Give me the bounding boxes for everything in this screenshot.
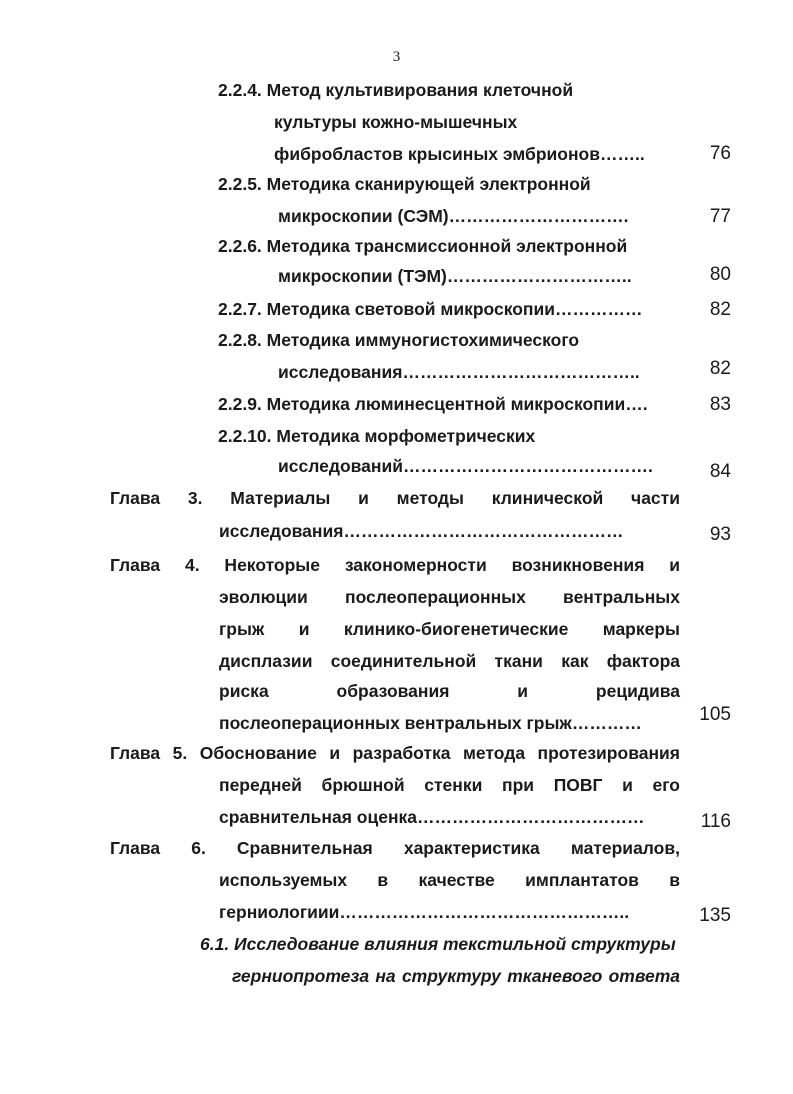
toc-entry-line: 2.2.10. Методика морфометрических [218,426,536,446]
toc-entry-line: микроскопии (ТЭМ)………………………….. [278,266,632,286]
toc-page-number: 93 [709,524,731,545]
toc-entry-line: микроскопии (СЭМ)…………………………. [278,206,629,226]
page-number: 3 [392,49,401,65]
toc-entry-line: 2.2.4. Метод культивирования клеточной [218,80,574,100]
toc-entry-line: используемых в качестве имплантатов в [219,870,680,890]
toc-entry-line: грыж и клинико-биогенетические маркеры [219,619,680,639]
toc-entry-line: фибробластов крысиных эмбрионов…….. [274,144,645,164]
toc-entry-line: передней брюшной стенки при ПОВГ и его [219,775,680,795]
toc-entry-line: 2.2.5. Методика сканирующей электронной [218,174,591,194]
toc-chapter-heading: Глава 3. Материалы и методы клинической части [110,488,680,508]
toc-chapter-heading: Глава 6. Сравнительная характеристика материалов, [110,838,680,858]
toc-entry-line: исследования………………………………….. [278,362,640,382]
toc-page-number: 83 [709,394,731,415]
toc-page-number: 80 [709,264,731,285]
toc-entry-line: сравнительная оценка………………………………… [219,807,645,827]
toc-entry-line: 2.2.8. Методика иммуногистохимического [218,330,580,350]
toc-entry-line: 2.2.7. Методика световой микроскопии…………… [218,299,643,319]
toc-page-number: 84 [709,461,731,482]
toc-entry-line: герниологиии………………………………………….. [219,902,630,922]
toc-page-number: 116 [700,811,731,832]
toc-entry-line: эволюции послеоперационных вентральных [219,587,680,607]
toc-page-number: 135 [699,905,731,926]
toc-page-number: 82 [709,299,731,320]
toc-entry-line: исследований……………………………………. [278,456,653,476]
toc-entry-line: культуры кожно-мышечных [274,112,518,132]
toc-entry-line: исследования………………………………………… [219,521,624,541]
toc-page-number: 105 [699,704,731,725]
toc-page-number: 82 [709,358,731,379]
toc-page-number: 76 [709,143,731,164]
toc-entry-line: риска образования и рецидива [219,681,680,701]
toc-page-number: 77 [709,206,731,227]
toc-entry-line: послеоперационных вентральных грыж………… [219,713,642,733]
toc-chapter-heading: Глава 5. Обоснование и разработка метода протезирования [110,743,680,763]
toc-entry-line: дисплазии соединительной ткани как фактора [219,651,680,671]
toc-entry-line: 2.2.9. Методика люминесцентной микроскопии…. [218,394,648,414]
toc-entry-line: 2.2.6. Методика трансмиссионной электронной [218,236,628,256]
toc-subsection-line: герниопротеза на структуру тканевого ответа [232,966,680,986]
toc-subsection-line: 6.1. Исследование влияния текстильной структуры [200,934,676,954]
toc-chapter-heading: Глава 4. Некоторые закономерности возникновения и [110,555,680,575]
